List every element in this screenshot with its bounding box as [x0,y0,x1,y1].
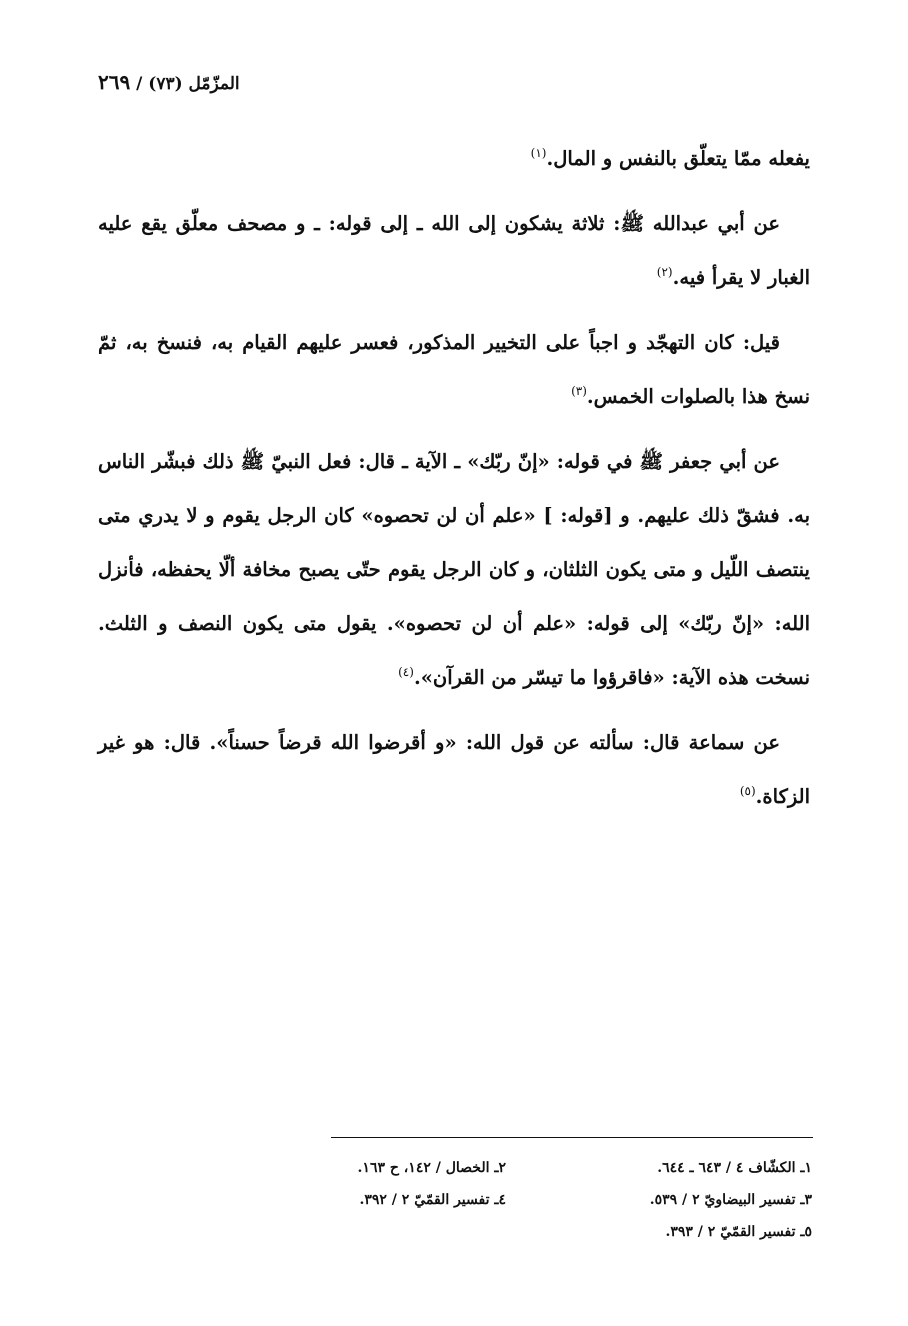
footnote-marker: (٣) [571,384,587,398]
main-text [98,132,810,835]
footnote [200,1216,506,1248]
footnote-row [200,1216,812,1248]
footnote-marker: (٤) [398,665,414,679]
footnote: ٢ـ الخصال / ١٤٢، ح ١٦٣. [357,1160,506,1176]
paragraph: يفعله ممّا يتعلّق بالنفس و المال.$^{(١)}$ [530,146,810,170]
paragraph: عن أبي عبدالله ﷺ: ثلاثة يشكون إلى الله ـ إلى قوله: ـ و مصحف معلّق يقع عليه الغبار لا يقرأ فيه.$^{(٢)}$ [98,212,810,289]
footnote-row [200,1152,812,1184]
footnote-marker: (٥) [739,784,756,798]
footnote-divider [331,1137,813,1138]
paragraph: عن سماعة قال: سألته عن قول الله: «و أقرضوا الله قرضاً حسناً». قال: هو غير الزكاة.$^{(٥)}$ [98,731,810,808]
running-title: المزّمّل (٧٣) / [136,74,240,94]
footnote: ٥ـ تفسير القمّيّ ٢ / ٣٩٣. [665,1224,812,1240]
footnote-marker: (٢) [656,265,673,279]
running-header [98,70,240,94]
paragraph: عن أبي جعفر ﷺ في قوله: «إنّ ربّك» ـ الآية ـ قال: فعل النبيّ ﷺ ذلك فبشّر الناس به. فشقّ ذلك عليهم. و [قوله: ] «علم أن لن تحصوه» كان الرجل يقوم و لا يدري متى ينتصف اللّيل و متى يكون الثلثان، و كان الرجل يقوم حتّى يصبح مخافة ألّا يحفظه، فأنزل الله: «إنّ ربّك» إلى قوله: «علم أن لن تحصوه». يقول متى يكون النصف و الثلث. نسخت هذه الآية: «فاقرؤوا ما تيسّر من القرآن».$^{(٤)}$ [98,450,810,689]
footnote-row [200,1184,812,1216]
footnote: ٤ـ تفسير القمّيّ ٢ / ٣٩٢. [359,1192,506,1208]
page-number: ٢٦٩ [98,70,131,94]
footnotes [200,1152,812,1248]
footnote-marker: (١) [530,146,547,160]
footnote: ٣ـ تفسير البيضاويّ ٢ / ٥٣٩. [649,1192,812,1208]
footnote: ١ـ الكشّاف ٤ / ٦٤٣ ـ ٦٤٤. [657,1160,812,1176]
paragraph: قيل: كان التهجّد و اجباً على التخيير المذكور، فعسر عليهم القيام به، فنسخ به، ثمّ نسخ هذا بالصلوات الخمس.$^{(٣)}$ [98,331,810,408]
